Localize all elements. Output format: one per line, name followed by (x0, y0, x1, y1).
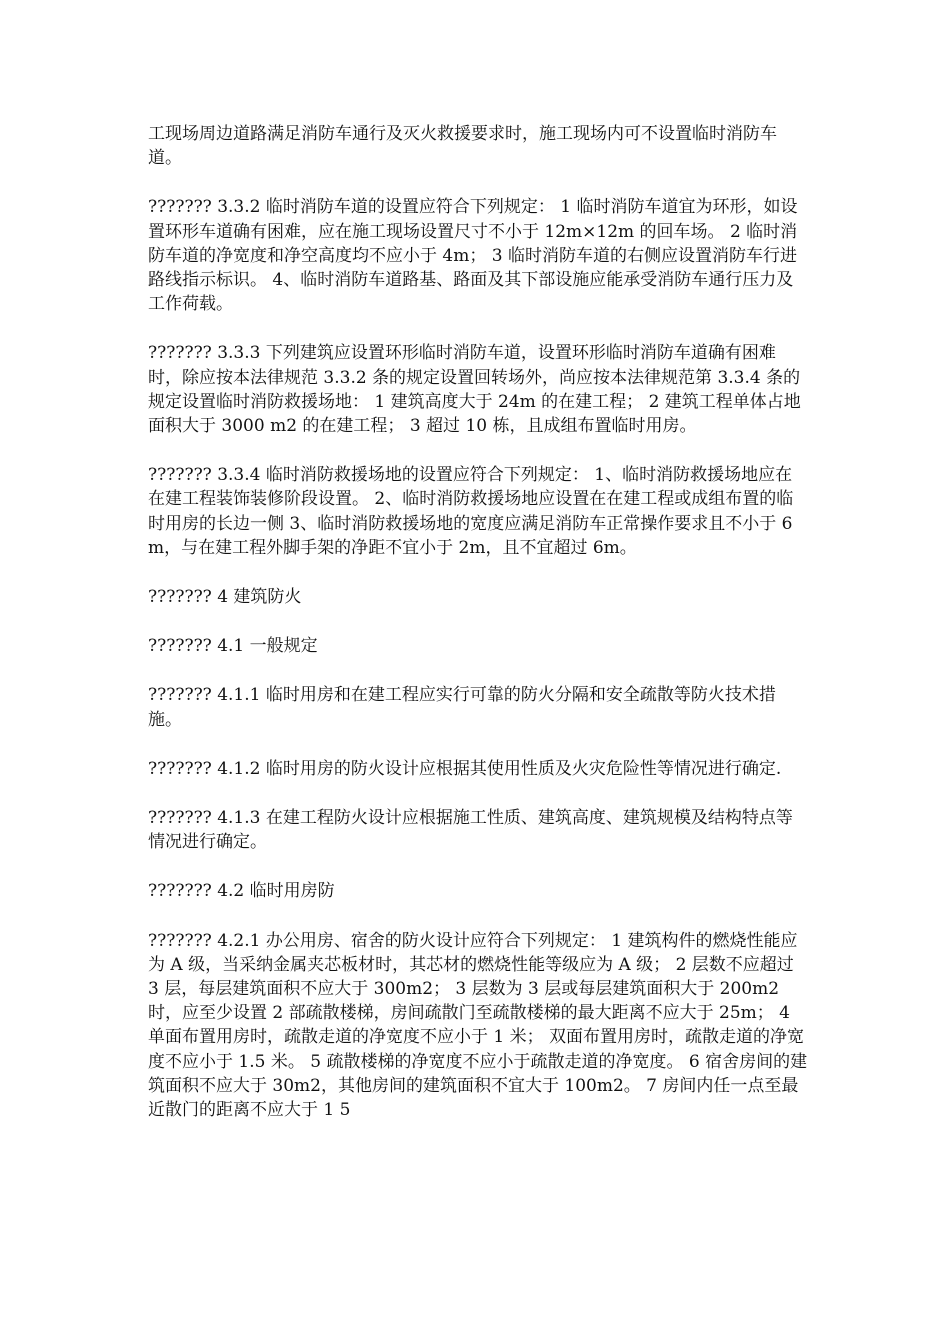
paragraph-3-3-3: ??????? 3.3.3 下列建筑应设置环形临时消防车道，设置环形临时消防车道确有困难时，除应按本法律规范 3.3.2 条的规定设置回转场外，尚应按本法律规范第 3.3.4 条的规定设置临时消防救援场地： 1 建筑高度大于 24m 的在建工程； 2 建筑工程单体占地面积大于 3000 m2 的在建工程； 3 超过 10 栋，且成组布置临时用房。 (148, 343, 801, 437)
paragraph-4-1-3: ??????? 4.1.3 在建工程防火设计应根据施工性质、建筑高度、建筑规模及结构特点等情况进行确定。 (148, 808, 793, 853)
paragraph-3-3-2: ??????? 3.3.2 临时消防车道的设置应符合下列规定： 1 临时消防车道宜为环形，如设置环形车道确有困难，应在施工现场设置尺寸不小于 12m×12m 的回车场。 2 临时消防车道的净宽度和净空高度均不应小于 4m； 3 临时消防车道的右侧应设置消防车行进路线指示标识。 4、临时消防车道路基、路面及其下部设施应能承受消防车通行压力及工作荷载。 (148, 197, 798, 315)
paragraph-4-2-1: ??????? 4.2.1 办公用房、宿舍的防火设计应符合下列规定： 1 建筑构件的燃烧性能应为 A 级，当采纳金属夹芯板材时，其芯材的燃烧性能等级应为 A 级； 2 层数不应超过 3 层，每层建筑面积不应大于 300m2； 3 层数为 3 层或每层建筑面积大于 200m2 时，应至少设置 2 部疏散楼梯，房间疏散门至疏散楼梯的最大距离不应大于 25m； 4 单面布置用房时，疏散走道的净宽度不应小于 1 米； 双面布置用房时，疏散走道的净宽度不应小于 1.5 米。 5 疏散楼梯的净宽度不应小于疏散走道的净宽度。 6 宿舍房间的建筑面积不应大于 30m2，其他房间的建筑面积不宜大于 100m2。 7 房间内任一点至最近散门的距离不应大于 1 5 (148, 930, 808, 1121)
heading-4-2-temporary-housing: ??????? 4.2 临时用房防 (148, 881, 335, 902)
heading-4-building-fire-protection: ??????? 4 建筑防火 (148, 587, 302, 608)
paragraph-fire-lane-intro: 工现场周边道路满足消防车通行及灭火救援要求时，施工现场内可不设置临时消防车道。 (148, 124, 777, 169)
paragraph-4-1-2: ??????? 4.1.2 临时用房的防火设计应根据其使用性质及火灾危险性等情况进行确定. (148, 758, 782, 779)
paragraph-3-3-4: ??????? 3.3.4 临时消防救援场地的设置应符合下列规定： 1、临时消防救援场地应在在建工程装饰装修阶段设置。 2、临时消防救援场地应设置在在建工程或成组布置的临时用房的长边一侧 3、临时消防救援场地的宽度应满足消防车正常操作要求且不小于 6m，与在建工程外脚手架的净距不宜小于 2m，且不宜超过 6m。 (148, 465, 794, 558)
paragraph-4-1-1: ??????? 4.1.1 临时用房和在建工程应实行可靠的防火分隔和安全疏散等防火技术措施。 (148, 685, 776, 730)
heading-4-1-general-rules: ??????? 4.1 一般规定 (148, 636, 318, 657)
document-page (148, 122, 808, 1122)
